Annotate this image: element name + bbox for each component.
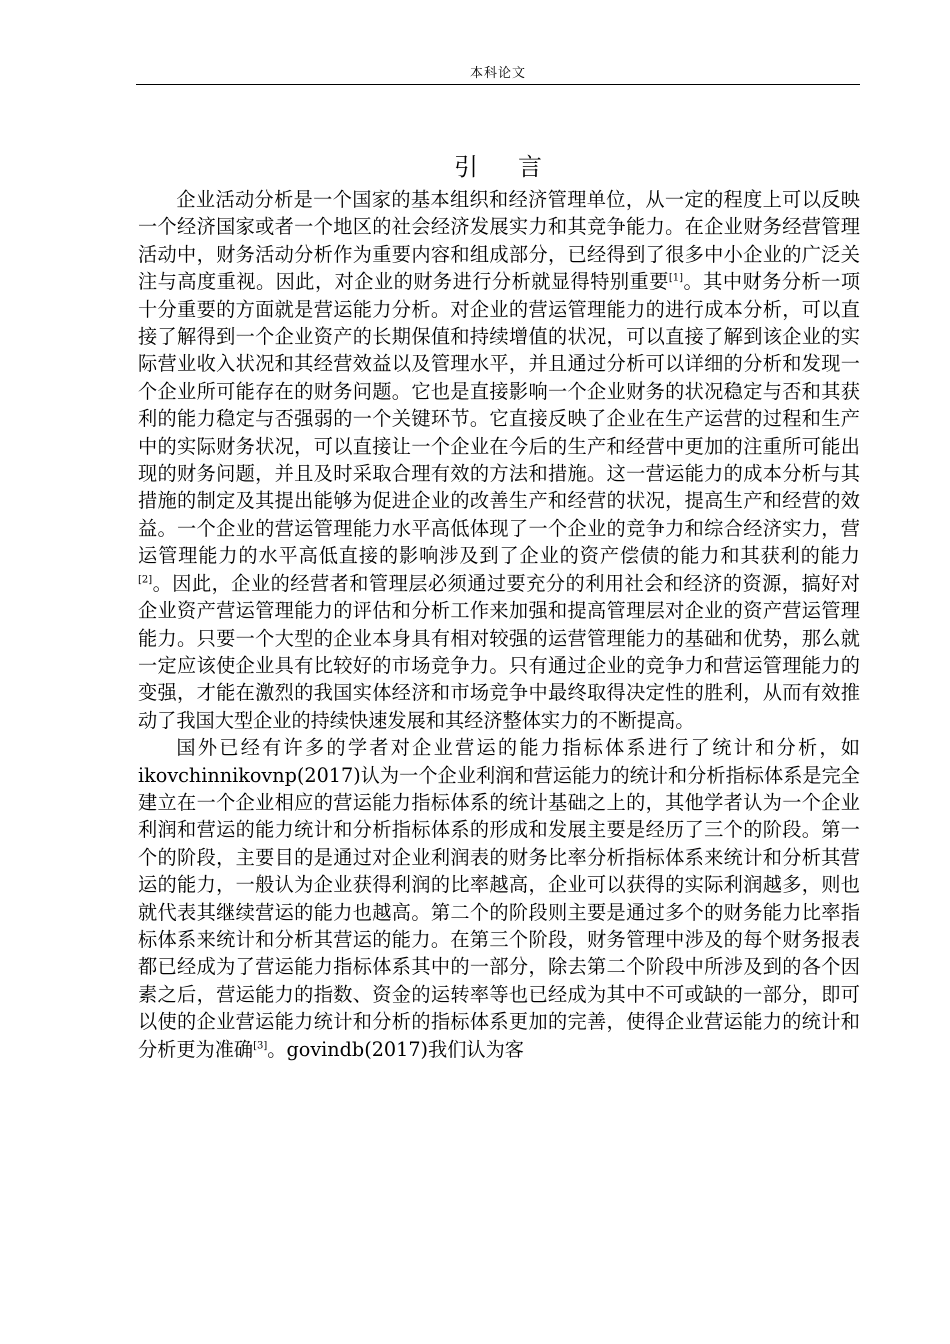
paragraph-text: 企业活动分析是一个国家的基本组织和经济管理单位，从一定的程度上可以反映一个经济国家或者一个地区的社会经济发展实力和其竞争能力。在企业财务经营管理活动中，财务活动分析作为重要内容和组成部分，已经得到了很多中小企业的广泛关注与高度重视。因此，对企业的财务进行分析就显得特别重要 [138, 188, 860, 294]
paragraph-text: 国外已经有许多的学者对企业营运的能力指标体系进行了统计和分析，如 ikovchinnikovnp(2017)认为一个企业利润和营运能力的统计和分析指标体系是完全建立在一个企业相应的营运能力指标体系的统计基础之上的，其他学者认为一个企业利润和营运的能力统计和分析指标体系的形成和发展主要是经历了三个的阶段。第一个的阶段，主要目的是通过对企业利润表的财务比率分析指标体系来统计和分析其营运的能力，一般认为企业获得利润的比率越高，企业可以获得的实际利润越多，则也就代表其继续营运的能力也越高。第二个的阶段则主要是通过多个的财务能力比率指标体系来统计和分析其营运的能力。在第三个阶段，财务管理中涉及的每个财务报表都已经成为了营运能力指标体系其中的一部分，除去第二个阶段中所涉及到的各个因素之后，营运能力的指数、资金的运转率等也已经成为其中不可或缺的一部分，即可以使的企业营运能力统计和分析的指标体系更加的完善，使得企业营运能力的统计和分析更为准确 [138, 736, 860, 1061]
paragraph-text: 。因此，企业的经营者和管理层必须通过要充分的利用社会和经济的资源，搞好对企业资产营运管理能力的评估和分析工作来加强和提高管理层对企业的资产营运管理能力。只要一个大型的企业本身具有相对较强的运营管理能力的基础和优势，那么就一定应该使企业具有比较好的市场竞争力。只有通过企业的竞争力和营运管理能力的变强，才能在激烈的我国实体经济和市场竞争中最终取得决定性的胜利，从而有效推动了我国大型企业的持续快速发展和其经济整体实力的不断提高。 [138, 571, 860, 732]
page-header: 本科论文 [469, 66, 526, 81]
paragraph-text: 。其中财务分析一项十分重要的方面就是营运能力分析。对企业的营运管理能力的进行成本分析，可以直接了解得到一个企业资产的长期保值和持续增值的状况，可以直接了解到该企业的实际营业收入状况和其经营效益以及管理水平，并且通过分析可以详细的分析和发现一个企业所可能存在的财务问题。它也是直接影响一个企业财务的状况稳定与否和其获利的能力稳定与否强弱的一个关键环节。它直接反映了企业在生产运营的过程和生产中的实际财务状况，可以直接让一个企业在今后的生产和经营中更加的注重所可能出现的财务问题，并且及时采取合理有效的方法和措施。这一营运能力的成本分析与其措施的制定及其提出能够为促进企业的改善生产和经营的状况，提高生产和经营的效益。一个企业的营运管理能力水平高低体现了一个企业的竞争力和综合经济实力，营运管理能力的水平高低直接的影响涉及到了企业的资产偿债的能力和其获利的能力 [138, 270, 861, 568]
citation-2: [2] [138, 574, 153, 586]
paragraph-1 [138, 186, 860, 734]
paragraph-2 [138, 734, 860, 1063]
header-rule [136, 84, 860, 85]
body-text [138, 186, 860, 1063]
citation-1: [1] [668, 272, 684, 284]
section-title: 引言 [454, 153, 582, 181]
citation-3: [3] [253, 1040, 268, 1052]
paragraph-text: 。govindb(2017)我们认为客 [267, 1037, 524, 1061]
